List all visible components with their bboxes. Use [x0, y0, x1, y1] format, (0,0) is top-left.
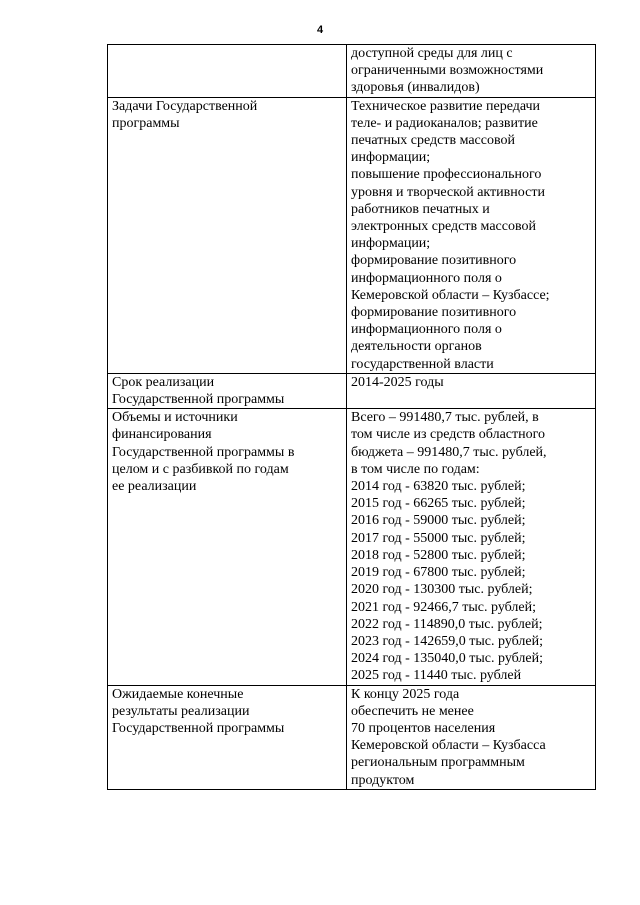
- table-row: [108, 409, 596, 685]
- table-row: [108, 373, 596, 408]
- row-value-line: государственной власти: [351, 356, 494, 372]
- row-value-line: продуктом: [351, 772, 415, 788]
- row-label-line: Государственной программы: [112, 392, 285, 408]
- row-value-line: 2022 год - 114890,0 тыс. рублей;: [351, 616, 543, 632]
- row-value-line: информационного поля о: [351, 322, 502, 338]
- row-label-line: Государственной программы: [112, 720, 285, 736]
- row-label-line: Задачи Государственной: [112, 98, 258, 114]
- row-value-line: 2021 год - 92466,7 тыс. рублей;: [351, 599, 537, 615]
- row-value-line: 70 процентов населения: [351, 720, 496, 736]
- row-value-line: информационного поля о: [351, 270, 502, 286]
- row-value-cell: [347, 685, 596, 789]
- row-value-line: том числе из средств областного: [351, 427, 545, 443]
- row-label-cell: [108, 97, 347, 373]
- row-label-line: Государственной программы в: [112, 444, 295, 460]
- row-value-line: ограниченными возможностями: [351, 63, 544, 79]
- row-value-line: теле- и радиоканалов; развитие: [351, 115, 538, 131]
- row-value-line: доступной среды для лиц с: [351, 46, 513, 61]
- row-value-line: 2019 год - 67800 тыс. рублей;: [351, 565, 526, 581]
- row-value-line: 2015 год - 66265 тыс. рублей;: [351, 496, 526, 512]
- row-value-line: печатных средств массовой: [351, 133, 515, 149]
- row-label-cell: [108, 409, 347, 685]
- row-label-line: программы: [112, 115, 180, 131]
- row-value-line: работников печатных и: [351, 201, 490, 217]
- row-value-line: в том числе по годам:: [351, 461, 480, 477]
- row-value-line: Техническое развитие передачи: [351, 98, 541, 114]
- program-passport-body: [108, 45, 596, 790]
- row-value-line: К концу 2025 года: [351, 686, 460, 702]
- row-value-line: обеспечить не менее: [351, 703, 474, 719]
- page-number: 4: [316, 24, 324, 36]
- row-label-line: финансирования: [112, 427, 212, 443]
- row-value-line: информации;: [351, 150, 431, 166]
- table-row: [108, 97, 596, 373]
- row-label-line: Ожидаемые конечные: [112, 686, 244, 702]
- row-value-cell: [347, 373, 596, 408]
- row-label-line: ее реализации: [112, 479, 197, 495]
- table-row: [108, 45, 596, 98]
- row-value-line: 2016 год - 59000 тыс. рублей;: [351, 513, 526, 529]
- row-value-line: 2023 год - 142659,0 тыс. рублей;: [351, 633, 544, 649]
- row-value-line: здоровья (инвалидов): [351, 80, 480, 96]
- row-label-line: Срок реализации: [112, 374, 215, 390]
- row-value-cell: [347, 45, 596, 98]
- table-row: [108, 685, 596, 789]
- row-value-line: Кемеровской области – Кузбассе;: [351, 287, 550, 303]
- row-value-line: 2018 год - 52800 тыс. рублей;: [351, 547, 526, 563]
- row-value-cell: [347, 97, 596, 373]
- row-value-line: деятельности органов: [351, 339, 482, 355]
- row-value-line: 2014-2025 годы: [351, 374, 444, 390]
- row-value-line: повышение профессионального: [351, 167, 542, 183]
- row-value-line: уровня и творческой активности: [351, 184, 545, 200]
- row-label-cell: [108, 685, 347, 789]
- row-value-line: 2014 год - 63820 тыс. рублей;: [351, 479, 526, 495]
- row-value-line: информации;: [351, 236, 431, 252]
- row-label-cell: [108, 373, 347, 408]
- row-value-line: 2024 год - 135040,0 тыс. рублей;: [351, 651, 544, 667]
- row-label-cell: [108, 45, 347, 98]
- row-value-line: региональным программным: [351, 755, 525, 771]
- row-value-line: формирование позитивного: [351, 305, 517, 321]
- row-label-line: целом и с разбивкой по годам: [112, 461, 289, 477]
- row-value-line: Всего – 991480,7 тыс. рублей, в: [351, 410, 539, 426]
- row-value-line: бюджета – 991480,7 тыс. рублей,: [351, 444, 547, 460]
- row-value-line: 2020 год - 130300 тыс. рублей;: [351, 582, 533, 598]
- row-value-line: формирование позитивного: [351, 253, 517, 269]
- program-passport-table: [107, 44, 596, 790]
- row-value-line: 2017 год - 55000 тыс. рублей;: [351, 530, 526, 546]
- row-label-line: Объемы и источники: [112, 410, 238, 426]
- row-value-line: Кемеровской области – Кузбасса: [351, 738, 546, 754]
- row-label-line: результаты реализации: [112, 703, 250, 719]
- row-value-line: электронных средств массовой: [351, 219, 536, 235]
- row-value-cell: [347, 409, 596, 685]
- row-value-line: 2025 год - 11440 тыс. рублей: [351, 668, 522, 684]
